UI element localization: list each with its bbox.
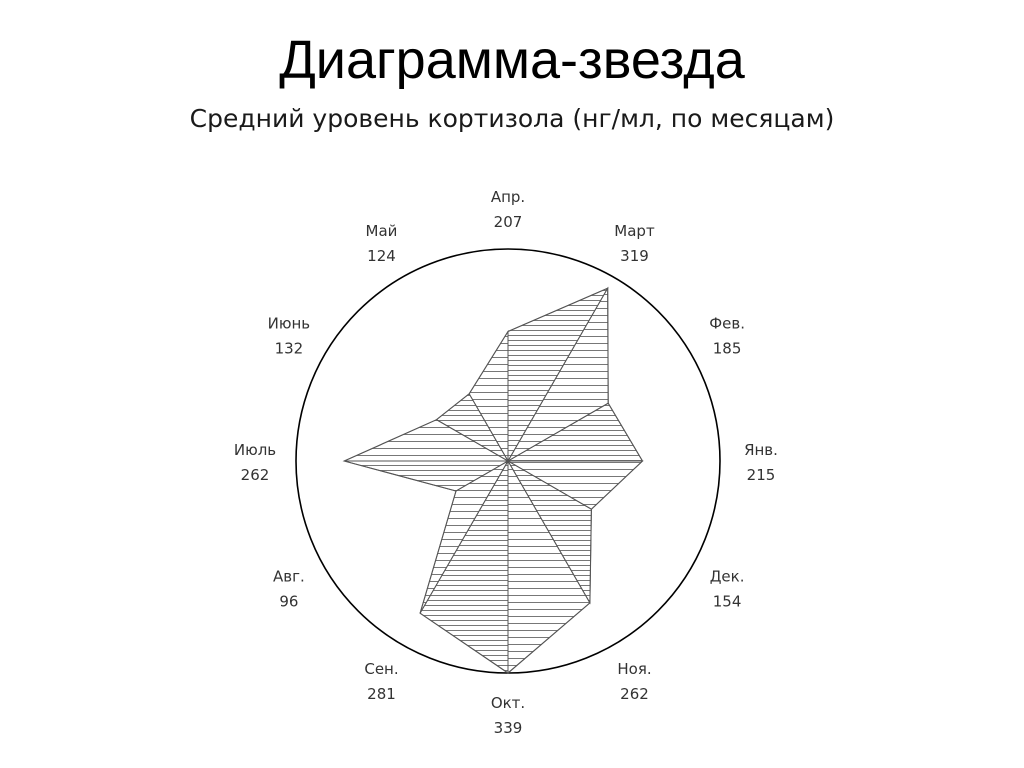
month-label: Янв. [744, 441, 778, 459]
value-label: 124 [367, 246, 396, 265]
month-label: Фев. [709, 314, 745, 333]
month-label: Май [365, 221, 398, 240]
month-label: Окт. [490, 694, 526, 712]
value-label: 339 [493, 719, 523, 737]
month-label: Март [614, 221, 655, 240]
page-title: Диаграмма-звезда [279, 30, 745, 90]
value-label: 319 [620, 246, 649, 265]
value-label: 262 [620, 685, 649, 704]
month-label: Июль [233, 441, 277, 459]
month-label: Дек. [709, 567, 745, 586]
value-label: 207 [493, 213, 523, 231]
month-label: Апр. [490, 188, 526, 206]
value-label: 215 [746, 466, 776, 484]
value-label: 281 [367, 685, 396, 704]
value-label: 262 [240, 466, 270, 484]
value-label: 154 [712, 592, 742, 611]
value-label: 132 [274, 339, 304, 358]
value-label: 96 [279, 592, 299, 611]
value-label: 185 [712, 339, 742, 358]
chart-subtitle: Средний уровень кортизола (нг/мл, по месяцам) [189, 104, 835, 133]
month-label: Сен. [364, 660, 399, 679]
month-label: Авг. [273, 567, 305, 586]
month-label: Июнь [267, 314, 311, 333]
month-label: Ноя. [617, 660, 652, 679]
